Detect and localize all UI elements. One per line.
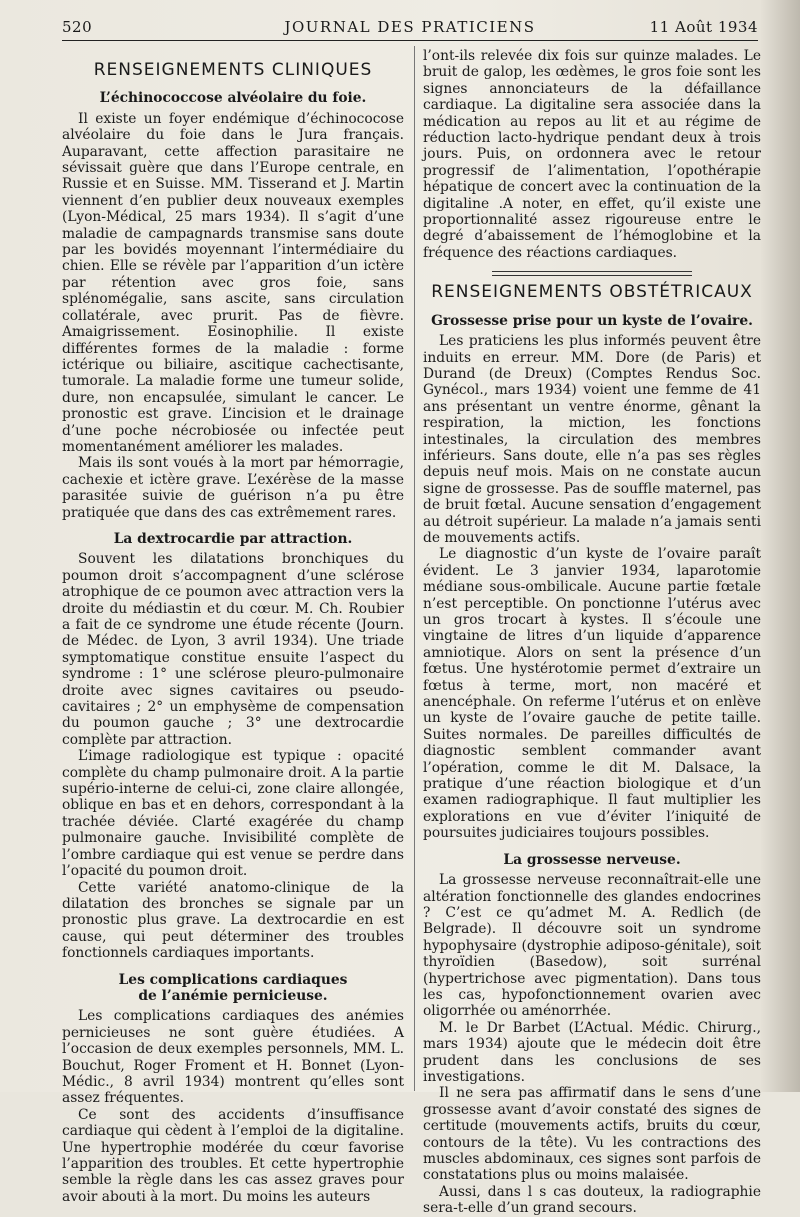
- paragraph: M. le Dr Barbet (L’Actual. Médic. Chirurg., mars 1934) ajoute que le médecin doit être prudent dans les conclusions de ses investigations.: [423, 1019, 761, 1085]
- page-number: 520: [62, 18, 93, 36]
- article-title-dextrocardie: La dextrocardie par attraction.: [113, 530, 353, 547]
- article-title-anemie-line2: de l’anémie pernicieuse.: [138, 987, 328, 1004]
- paragraph: Il ne sera pas affirmatif dans le sens d’une grossesse avant d’avoir constaté des signes de certitude (mouvements actifs, bruits du cœur, contours de la tête). Vu les contractions des muscles abdominaux, ces signes sont parfois de constatations plus ou moins malaisée.: [423, 1085, 761, 1184]
- article-title-anemie-line1: Les complications cardiaques: [118, 971, 348, 988]
- column-divider: [414, 46, 415, 1091]
- section-title-clinical: RENSEIGNEMENTS CLINIQUES: [93, 60, 373, 80]
- article-title-grossesse-nerveuse: La grossesse nerveuse.: [503, 851, 681, 868]
- section-separator: [492, 271, 692, 276]
- right-column: [423, 48, 761, 1217]
- paragraph: Les complications cardiaques des anémies pernicieuses ne sont guère étudiées. A l’occasion de deux exemples personnels, MM. L. Bouchut, Roger Froment et H. Bonnet (Lyon-Médic., 8 avril 1934) montrent qu’elles sont assez fréquentes.: [62, 1008, 404, 1107]
- paragraph: Il existe un foyer endémique d’échinococose alvéolaire du foie dans le Jura français. Auparavant, cette affection parasitaire ne sévissait guère que dans l’Europe centrale, en Russie et en Suisse. MM. Tisserand et J. Martin viennent d’en publier deux nouveaux exemples (Lyon-Médical, 25 mars 1934). Il s’agit d’une maladie de campagnards transmise sans doute par les bovidés moyennant l’intermédiaire du chien. Elle se révèle par l’apparition d’un ictère par rétention avec gros foie, sans splénomégalie, sans ascite, sans circulation collatérale, avec prurit. Pas de fièvre. Amaigrissement. Eosinophilie. Il existe différentes formes de la maladie : forme ictérique ou biliaire, ascitique cachectisante, tumorale. La maladie forme une tumeur solide, dure, non encapsulée, simulant le cancer. Le pronostic est grave. L’incision et le drainage d’une poche nécrobiosée ou infectée peut momentanément améliorer les malades.: [62, 110, 404, 455]
- paragraph: Ce sont des accidents d’insuffisance cardiaque qui cèdent à l’emploi de la digitaline. Une hypertrophie modérée du cœur favorise l’apparition des troubles. Et cette hypertrophie semble la règle dans les cas assez graves pour avoir abouti à la mort. Du moins les auteurs: [62, 1106, 404, 1205]
- issue-date: 11 Août 1934: [649, 18, 758, 36]
- page-header: [62, 14, 758, 41]
- paragraph: Mais ils sont voués à la mort par hémorragie, cachexie et ictère grave. L’exérèse de la masse parasitée suivie de guérison n’a pu être pratiquée que dans des cas extrêmement rares.: [62, 455, 404, 521]
- section-title-obstetric: RENSEIGNEMENTS OBSTÉTRICAUX: [431, 282, 753, 303]
- paragraph: Le diagnostic d’un kyste de l’ovaire paraît évident. Le 3 janvier 1934, laparotomie médiane sous-ombilicale. Aucune partie fœtale n’est perceptible. On ponctionne l’utérus avec un gros trocart à kystes. Il s’écoule une vingtaine de litres d’un liquide d’apparence amniotique. Alors on sent la présence d’un fœtus. Une hystérotomie permet d’extraire un fœtus à terme, mort, non macéré et anencéphale. On referme l’utérus et on enlève un kyste de l’ovaire gauche de petite taille. Suites normales. De pareilles difficultés de diagnostic semblent commander avant l’opération, comme le dit M. Dalsace, la pratique d’une réaction biologique et d’un examen radiographique. Il faut multiplier les explorations en vue d’éviter l’iniquité de poursuites judiciaires toujours possibles.: [423, 546, 761, 842]
- article-title-echinococcose: L’échinococcose alvéolaire du foie.: [99, 90, 367, 107]
- paragraph: L’image radiologique est typique : opacité complète du champ pulmonaire droit. A la partie supério-interne de celui-ci, zone claire allongée, oblique en bas et en dehors, correspondant à la trachée déviée. Clarté exagérée du champ pulmonaire gauche. Invisibilité complète de l’ombre cardiaque qui est venue se perdre dans l’opacité du poumon droit.: [62, 748, 404, 880]
- paragraph: Aussi, dans l s cas douteux, la radiographie sera-t-elle d’un grand secours.: [423, 1183, 761, 1217]
- article-title-grossesse-kyste: Grossesse prise pour un kyste de l’ovaire.: [431, 312, 753, 329]
- paragraph: La grossesse nerveuse reconnaîtrait-elle une altération fonctionnelle des glandes endocrines ? C’est ce qu’admet M. A. Redlich (de Belgrade). Il découvre soit un syndrome hypophysaire (dystrophie adiposo-génitale), soit thyroïdien (Basedow), soit surrénal (hypertrichose avec pigmentation). Dans tous les cas, hypofonctionnement ovarien avec oligorrhée ou aménorrhée.: [423, 872, 761, 1020]
- paragraph: Cette variété anatomo-clinique de la dilatation des bronches se signale par un pronostic plus grave. La dextrocardie en est cause, qui peut déterminer des troubles fonctionnels cardiaques importants.: [62, 879, 404, 962]
- paragraph: Les praticiens les plus informés peuvent être induits en erreur. MM. Dore (de Paris) et Durand (de Dreux) (Comptes Rendus Soc. Gynécol., mars 1934) voient une femme de 41 ans présentant un ventre énorme, gênant la respiration, la miction, les fonctions intestinales, la circulation des membres inférieurs. Sans doute, elle n’a pas ses règles depuis neuf mois. Mais on ne constate aucun signe de grossesse. Pas de souffle maternel, pas de bruit fœtal. Aucune sensation d’engagement au détroit supérieur. La malade n’a jamais senti de mouvements actifs.: [423, 333, 761, 546]
- journal-title: JOURNAL DES PRATICIENS: [284, 18, 536, 36]
- left-column: [62, 48, 404, 1205]
- paragraph-continuation: l’ont-ils relevée dix fois sur quinze malades. Le bruit de galop, les œdèmes, le gros foie sont les signes annonciateurs de la défaillance cardiaque. La digitaline sera associée dans la médication au repos au lit et au régime de réduction lacto-hydrique pendant deux à trois jours. Puis, on ordonnera avec le retour progressif de l’alimentation, l’opothérapie hépatique de concert avec la continuation de la digitaline .A noter, en effet, qu’il existe une proportionnalité assez rigoureuse entre le degré d’abaissement de l’hémoglobine et la fréquence des réactions cardiaques.: [423, 48, 761, 261]
- paragraph: Souvent les dilatations bronchiques du poumon droit s’accompagnent d’une sclérose atrophique de ce poumon avec attraction vers la droite du médiastin et du cœur. M. Ch. Roubier a fait de ce syndrome une étude récente (Journ. de Médec. de Lyon, 3 avril 1934). Une triade symptomatique constitue ensuite l’aspect du syndrome : 1° une sclérose pleuro-pulmonaire droite avec signes cavitaires ou pseudo-cavitaires ; 2° un emphysème de compensation du poumon gauche ; 3° une dextrocardie complète par attraction.: [62, 551, 404, 748]
